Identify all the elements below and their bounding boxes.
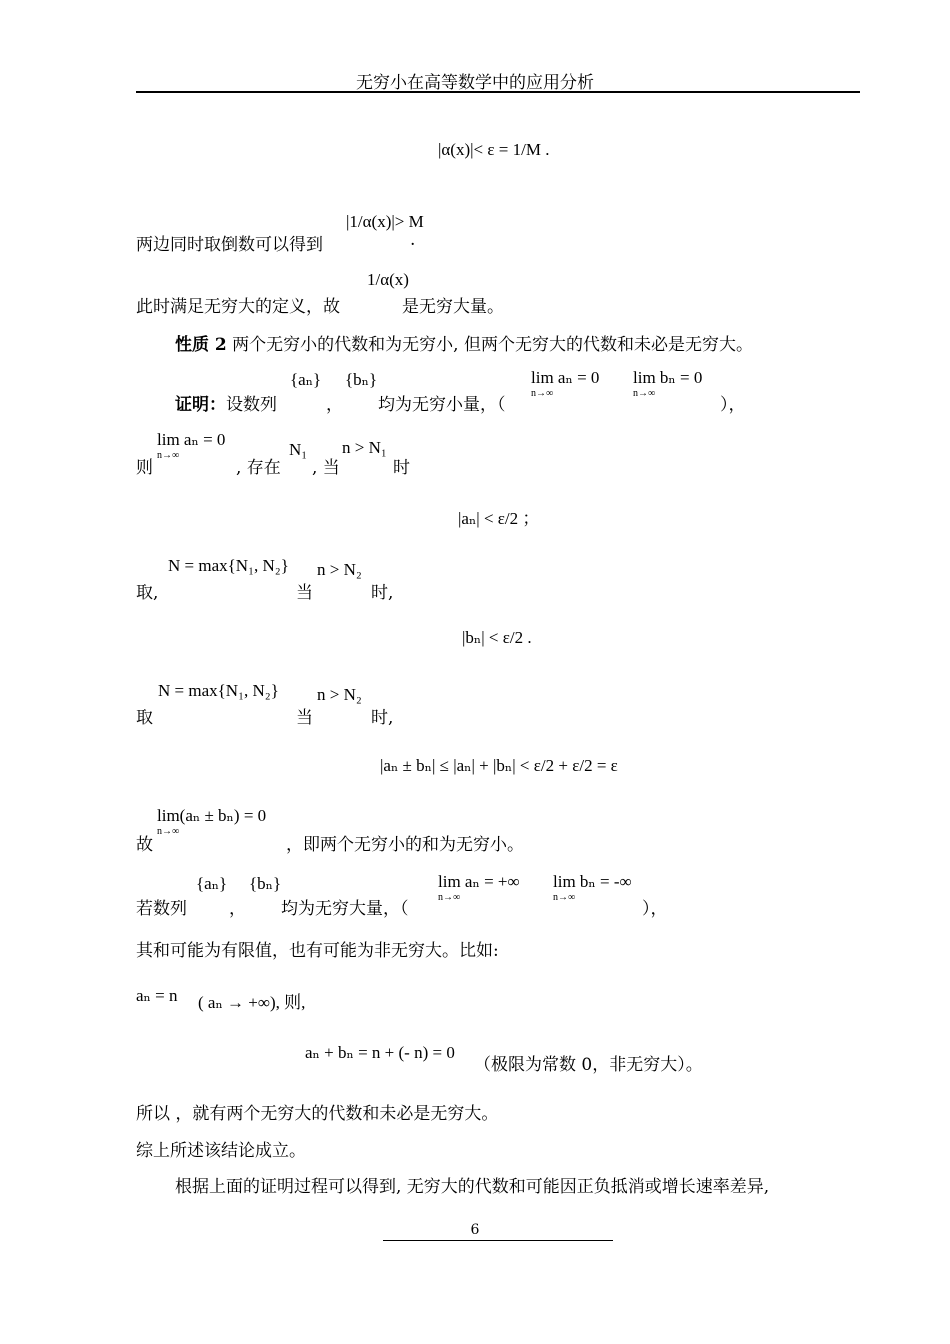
- text-exists: , 存在: [236, 458, 281, 478]
- equation-alpha-bound: |α(x)|< ε = 1/M .: [438, 140, 550, 159]
- text-take-1: 取,: [136, 583, 159, 603]
- math-lim-sum-sub: n→∞: [157, 826, 180, 837]
- text-when-1: 当: [296, 583, 313, 603]
- footer-rule: [383, 1240, 613, 1241]
- text-reciprocal: 两边同时取倒数可以得到: [136, 235, 323, 255]
- text-sum-infinitesimal: ，即两个无穷小的和为无穷小。: [286, 835, 524, 855]
- text-time-2: 时,: [371, 708, 394, 728]
- text-inf-comma: ，: [229, 899, 246, 919]
- text-inf-close: ），: [642, 899, 668, 919]
- equation-example-sum: aₙ + bₙ = n + (- n) = 0: [305, 1043, 455, 1062]
- math-n-gt-N2-2: n > N₂: [317, 685, 362, 704]
- text-time-1: 时,: [371, 583, 394, 603]
- text-infinite-def: 此时满足无穷大的定义，故: [136, 297, 340, 317]
- math-seq-b: {bₙ}: [345, 370, 378, 389]
- math-n-gt-N2-1: n > N₂: [317, 560, 362, 579]
- text-when: , 当: [312, 458, 340, 478]
- text-when-2: 当: [296, 708, 313, 728]
- property-label: 性质 2: [175, 335, 227, 355]
- text-example-note: （极限为常数 0，非无穷大）。: [474, 1055, 703, 1075]
- text-comma: ，: [326, 395, 343, 415]
- math-N-max-1: N = max{N₁, N₂}: [168, 556, 289, 575]
- math-lim-subscript-b: n→∞: [633, 388, 656, 399]
- text-infinitesimal: 均为无穷小量，（: [378, 395, 506, 415]
- math-N1: N₁: [289, 440, 308, 459]
- math-lim-b-minus-inf: lim bₙ = -∞: [553, 872, 632, 891]
- text-if-seq: 若数列: [136, 899, 187, 919]
- page-number: 6: [470, 1222, 480, 1238]
- equation-triangle-inequality: |aₙ ± bₙ| ≤ |aₙ| + |bₙ| < ε/2 + ε/2 = ε: [380, 756, 618, 775]
- equation-bn-bound: |bₙ| < ε/2 .: [462, 628, 532, 647]
- math-lim-b-zero: lim bₙ = 0: [633, 368, 703, 387]
- proof-label: 证明：: [175, 395, 226, 415]
- math-n-gt-N1: n > N₁: [342, 438, 387, 457]
- text-infinite-quantities: 均为无穷大量，（: [281, 899, 409, 919]
- text-period: .: [410, 230, 416, 250]
- math-example-an: aₙ = n: [136, 986, 178, 1005]
- math-reciprocal-bound: |1/α(x)|> M: [346, 212, 424, 231]
- text-conclusion: 综上所述该结论成立。: [136, 1141, 306, 1161]
- math-reciprocal-alpha: 1/α(x): [367, 270, 409, 289]
- math-example-limit: ( aₙ → +∞), 则,: [198, 993, 306, 1012]
- text-hence: 故: [136, 835, 153, 855]
- math-lim-subscript: n→∞: [531, 388, 554, 399]
- text-last-paragraph: 根据上面的证明过程可以得到, 无穷大的代数和可能因正负抵消或增长速率差异,: [175, 1177, 770, 1197]
- text-therefore: 所以 ，就有两个无穷大的代数和未必是无穷大。: [136, 1104, 499, 1124]
- text-close-paren: ），: [720, 395, 746, 415]
- math-seq-a: {aₙ}: [290, 370, 322, 389]
- text-take-2: 取: [136, 708, 153, 728]
- text-time: 时: [393, 458, 410, 478]
- text-then: 则: [136, 458, 153, 478]
- math-lim-a-zero: lim aₙ = 0: [531, 368, 600, 387]
- math-lim-sum-zero: lim(aₙ ± bₙ) = 0: [157, 806, 267, 825]
- math-then-lim-sub: n→∞: [157, 450, 180, 461]
- text-finite-sum: 其和可能为有限值，也有可能为非无穷大。比如:: [136, 941, 499, 961]
- math-then-lim: lim aₙ = 0: [157, 430, 226, 449]
- proof-text: 设数列: [226, 395, 277, 415]
- math-lim-inf-sub-a: n→∞: [438, 892, 461, 903]
- math-inf-seq-b: {bₙ}: [249, 874, 282, 893]
- property-statement: 两个无穷小的代数和为无穷小, 但两个无穷大的代数和未必是无穷大。: [232, 335, 753, 355]
- math-N-max-2: N = max{N₁, N₂}: [158, 681, 279, 700]
- math-lim-a-plus-inf: lim aₙ = +∞: [438, 872, 520, 891]
- page-header-title: 无穷小在高等数学中的应用分析: [356, 73, 594, 93]
- math-lim-inf-sub-b: n→∞: [553, 892, 576, 903]
- text-infinite-quantity: 是无穷大量。: [402, 297, 504, 317]
- header-rule: [136, 91, 860, 93]
- equation-an-bound: |aₙ| < ε/2 ；: [458, 509, 540, 528]
- math-inf-seq-a: {aₙ}: [196, 874, 228, 893]
